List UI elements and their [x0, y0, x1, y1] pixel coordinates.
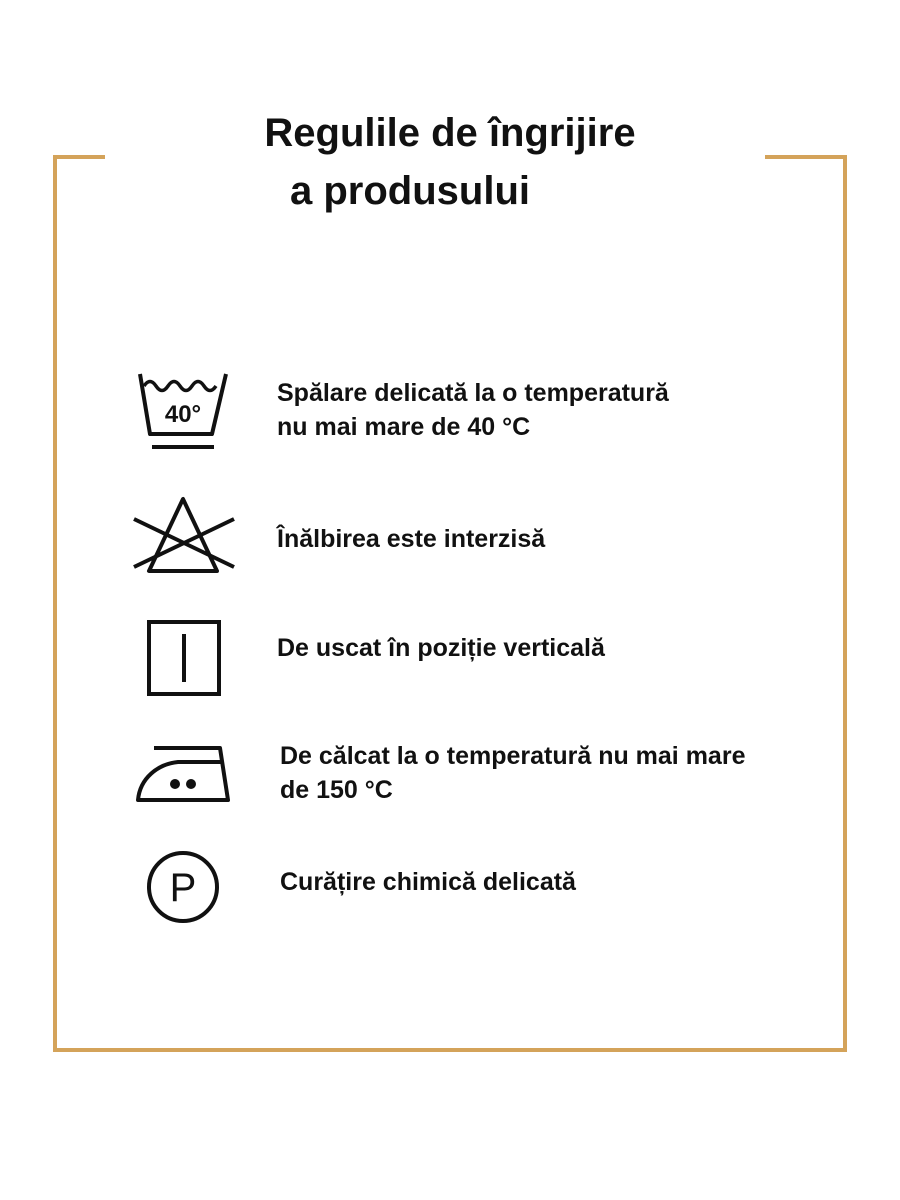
- care-text-bleach: [277, 522, 545, 556]
- dry-vertical-icon: [130, 616, 240, 706]
- title-line-1: Regulile de îngrijire: [264, 111, 636, 155]
- frame-top-left-segment: [53, 155, 105, 159]
- care-text-ironing: [280, 739, 745, 807]
- frame-top-right-segment: [765, 155, 847, 159]
- iron-150-icon: [130, 732, 240, 822]
- care-text-line: de 150 °C: [280, 776, 393, 804]
- care-text-washing: [277, 376, 669, 444]
- care-text-line: Curățire chimică delicată: [280, 868, 576, 896]
- care-text-drying: [277, 631, 605, 665]
- care-text-line: Înălbirea este interzisă: [277, 525, 546, 553]
- dry-clean-letter: P: [169, 866, 197, 910]
- dry-clean-p-icon: [130, 847, 240, 937]
- care-text-line: nu mai mare de 40 °C: [277, 413, 531, 441]
- care-text-line: De uscat în poziție verticală: [277, 634, 605, 662]
- wash-temperature-label: 40°: [164, 401, 202, 428]
- wash-40-icon: [130, 368, 240, 458]
- page-title: [150, 104, 750, 220]
- title-line-2: a produsului: [290, 169, 530, 213]
- care-text-line: Spălare delicată la o temperatură: [277, 379, 669, 407]
- care-text-line: De călcat la o temperatură nu mai mare: [280, 742, 746, 770]
- care-text-dry-cleaning: [280, 865, 576, 899]
- no-bleach-icon: [130, 493, 240, 583]
